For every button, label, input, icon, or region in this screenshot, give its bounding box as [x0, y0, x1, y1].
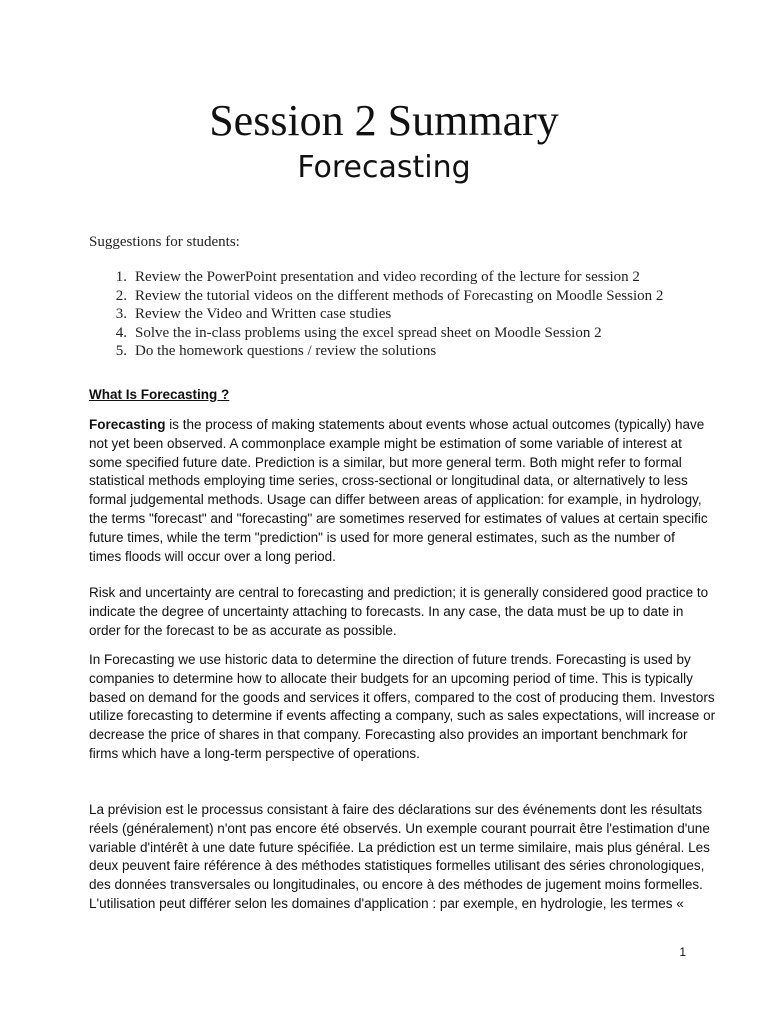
list-item	[89, 324, 729, 343]
paragraph-line: utilize forecasting to determine if events affecting a company, such as sales expectations, will increase or	[89, 708, 716, 724]
paragraph-line: Risk and uncertainty are central to forecasting and prediction; it is generally considered good practice to	[89, 585, 709, 600]
list-item-text: Review the Video and Written case studies	[135, 306, 392, 322]
paragraph-line: formal judgemental methods. Usage can differ between areas of application: for example, in hydrology,	[89, 492, 702, 508]
paragraph-line: some specified future date. Prediction is a similar, but more general term. Both might refer to formal	[89, 454, 682, 470]
list-item-text: Review the PowerPoint presentation and video recording of the lecture for session 2	[135, 269, 640, 285]
list-item	[89, 342, 729, 361]
section-heading: What Is Forecasting ?	[89, 387, 230, 402]
page-number: 1	[679, 945, 686, 959]
paragraph-line: order for the forecast to be as accurate as possible.	[89, 622, 397, 638]
paragraph-line: variable d'intérêt à une date future spécifiée. La prédiction est un terme similaire, mais plus général. Les	[89, 839, 710, 855]
paragraph-line: indicate the degree of uncertainty attaching to forecasts. In any case, the data must be up to date in	[89, 603, 684, 619]
paragraph-line: times floods will occur over a long period.	[89, 548, 336, 564]
list-item-number: 3.	[115, 306, 127, 322]
paragraph-line: the terms "forecast" and "forecasting" are sometimes reserved for estimates of values at certain specific	[89, 510, 708, 526]
list-item-number: 4.	[115, 324, 127, 341]
paragraph-line: future times, while the term "prediction" is used for more general estimates, such as the number of	[89, 529, 675, 545]
paragraph-line: L'utilisation peut différer selon les domaines d'application : par exemple, en hydrologie, les termes «	[89, 895, 684, 911]
paragraph-line: companies to determine how to allocate their budgets for an upcoming period of time. This is typically	[89, 670, 693, 686]
paragraph-line: In Forecasting we use historic data to determine the direction of future trends. Forecasting is used by	[89, 652, 691, 667]
list-item	[89, 305, 729, 324]
paragraph-line: réels (généralement) n'ont pas encore été observés. Un exemple courant pourrait être l'estimation d'une	[89, 820, 710, 836]
paragraph-line: not yet been observed. A commonplace example might be estimation of some variable of interest at	[89, 435, 682, 451]
page-title: Session 2 Summary	[209, 96, 559, 145]
paragraph-line: deux peuvent faire référence à des méthodes statistiques formelles utilisant des séries chronologiques,	[89, 858, 705, 874]
list-item-text: Solve the in-class problems using the excel spread sheet on Moodle Session 2	[135, 324, 602, 341]
suggestions-list	[89, 268, 729, 361]
paragraph-risk	[89, 584, 709, 640]
paragraph-usage	[89, 651, 716, 764]
list-item-text: Review the tutorial videos on the different methods of Forecasting on Moodle Session 2	[135, 287, 664, 304]
paragraph-line: based on demand for the goods and services it offers, compared to the cost of producing them. Investors	[89, 689, 715, 705]
paragraph-line: firms which have a long-term perspective of operations.	[89, 745, 420, 761]
list-item	[89, 287, 729, 306]
list-item-number: 5.	[115, 343, 127, 359]
list-item	[89, 268, 729, 287]
paragraph-line: La prévision est le processus consistant à faire des déclarations sur des événements dont les résultats	[89, 802, 703, 817]
paragraph-definition	[89, 416, 708, 566]
paragraph-line: decrease the price of shares in that company. Forecasting also provides an important benchmark for	[89, 727, 688, 743]
bold-term: Forecasting	[89, 417, 166, 432]
list-item-number: 2.	[115, 287, 127, 304]
paragraph-french	[89, 801, 710, 914]
page-subtitle: Forecasting	[297, 150, 471, 185]
paragraph-line: statistical methods employing time series, cross-sectional or longitudinal data, or alternatively to less	[89, 473, 688, 489]
paragraph-line	[89, 416, 705, 435]
paragraph-line-text: is the process of making statements about events whose actual outcomes (typically) have	[165, 417, 705, 432]
paragraph-line: des données transversales ou longitudinales, ou encore à des méthodes de jugement moins formelles.	[89, 877, 703, 893]
list-item-number: 1.	[115, 269, 127, 285]
suggestions-heading: Suggestions for students:	[89, 234, 240, 250]
list-item-text: Do the homework questions / review the solutions	[135, 343, 437, 359]
